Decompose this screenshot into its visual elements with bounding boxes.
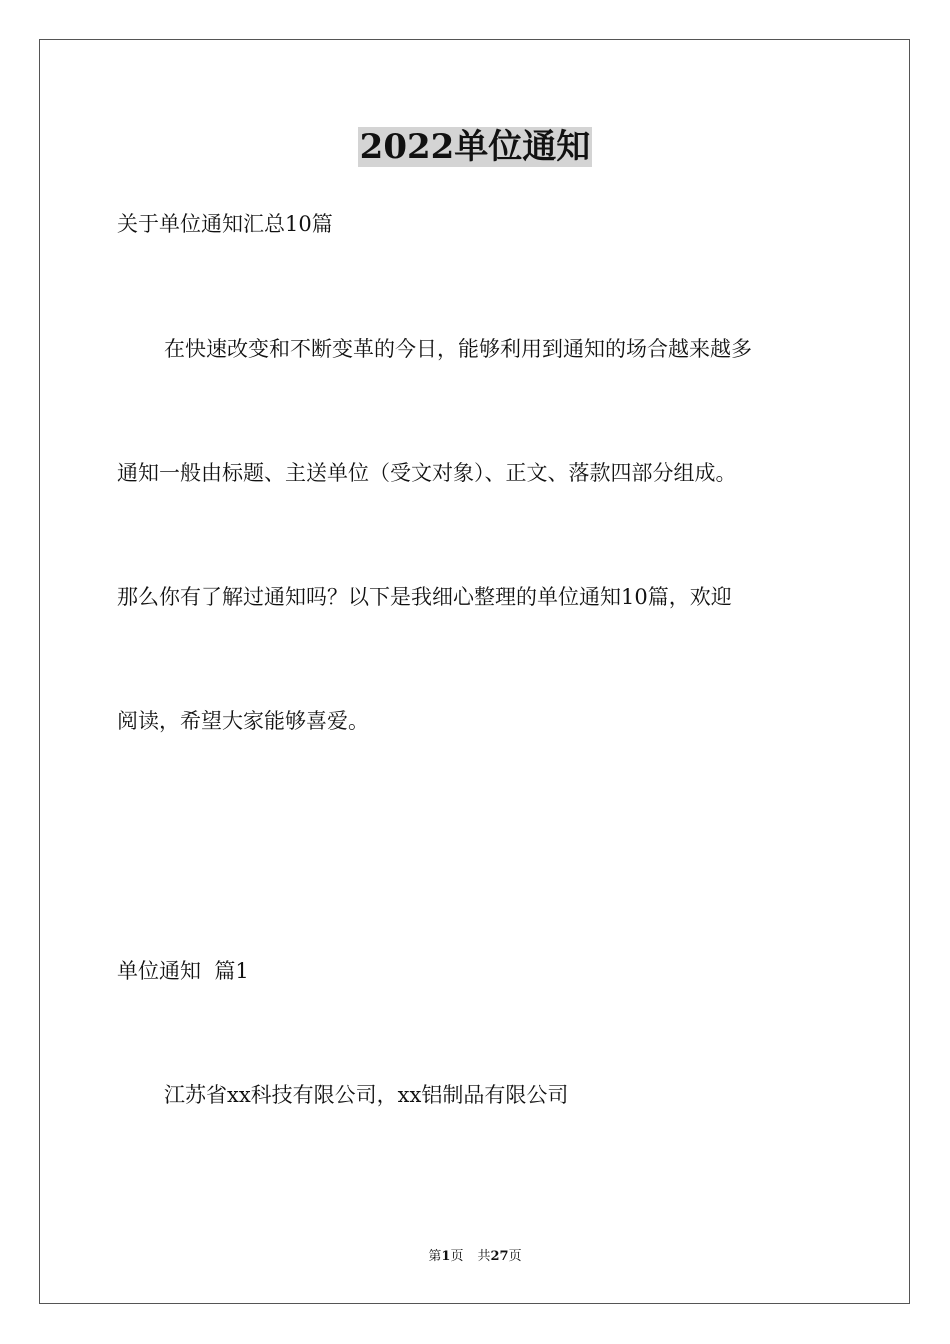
footer-total-suffix: 页 <box>508 1249 522 1264</box>
footer-total-prefix: 共 <box>477 1249 491 1264</box>
intro-line-1: 在快速改变和不断变革的今日，能够利用到通知的场合越来越多 <box>164 337 752 361</box>
intro-line-2: 通知一般由标题、主送单位（受文对象）、正文、落款四部分组成。 <box>117 461 737 485</box>
footer-page-number: 1 <box>441 1249 451 1264</box>
footer-page-prefix: 第 <box>428 1249 442 1264</box>
footer-total-pages: 27 <box>490 1249 509 1264</box>
document-subtitle: 关于单位通知汇总10篇 <box>117 212 333 236</box>
section-heading: 单位通知 篇1 <box>117 959 249 983</box>
intro-line-4: 阅读，希望大家能够喜爱。 <box>117 709 369 733</box>
document-title <box>0 126 950 168</box>
intro-line-3: 那么你有了解过通知吗？以下是我细心整理的单位通知10篇，欢迎 <box>117 585 732 609</box>
section-first-line: 江苏省xx科技有限公司，xx铝制品有限公司 <box>164 1083 569 1107</box>
document-title-text: 2022单位通知 <box>359 127 591 167</box>
footer-page-suffix: 页 <box>450 1249 464 1264</box>
page-footer <box>0 1248 950 1266</box>
